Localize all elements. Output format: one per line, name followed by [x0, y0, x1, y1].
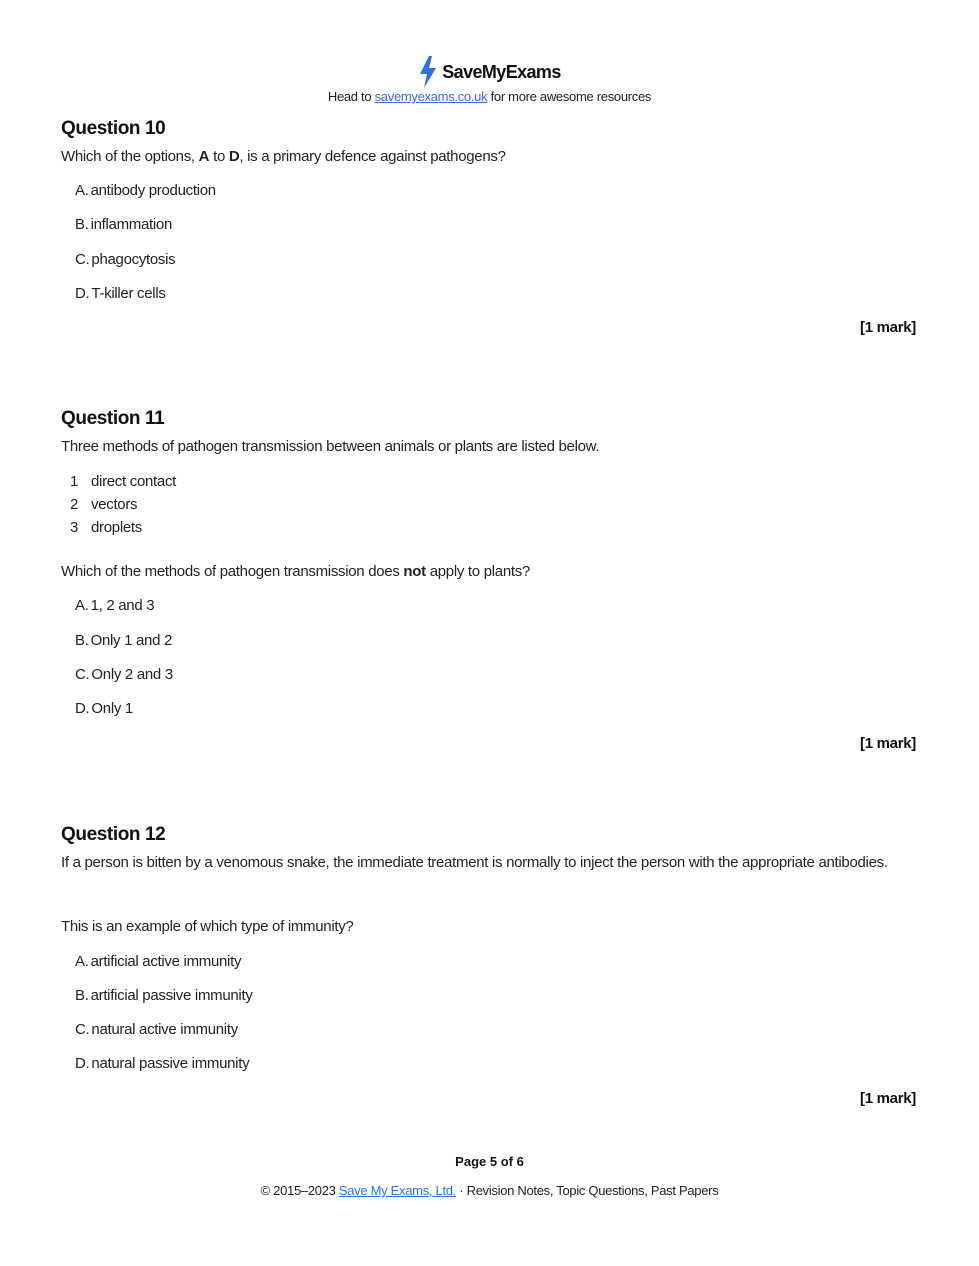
question-12-title: Question 12: [61, 824, 166, 845]
question-11-intro: Three methods of pathogen transmission between animals or plants are listed below.: [61, 438, 600, 455]
question-10-option-c[interactable]: C. phagocytosis: [75, 251, 176, 268]
question-10-option-a[interactable]: A. antibody production: [75, 182, 216, 199]
question-11-option-c[interactable]: C. Only 2 and 3: [75, 666, 173, 683]
list-item: 2 vectors: [70, 496, 138, 513]
question-12-option-a[interactable]: A. artificial active immunity: [75, 953, 242, 970]
list-item: 3 droplets: [70, 519, 142, 536]
header-logo: [0, 55, 979, 89]
question-10-title: Question 10: [61, 118, 166, 139]
lightning-bolt-icon: [418, 56, 438, 88]
question-12-mark: [1 mark]: [860, 1090, 916, 1107]
question-11-mark: [1 mark]: [860, 735, 916, 752]
question-11-option-a[interactable]: A. 1, 2 and 3: [75, 597, 155, 614]
save-my-exams-footer-link[interactable]: Save My Exams, Ltd.: [338, 1183, 456, 1198]
question-10-option-d[interactable]: D. T-killer cells: [75, 285, 166, 302]
question-11-option-b[interactable]: B. Only 1 and 2: [75, 632, 173, 649]
question-12-prompt: This is an example of which type of immunity?: [61, 918, 354, 935]
list-item: 1 direct contact: [70, 473, 177, 490]
question-11-prompt: Which of the methods of pathogen transmission does not apply to plants?: [61, 563, 530, 580]
question-12-option-d[interactable]: D. natural passive immunity: [75, 1055, 250, 1072]
question-11-title: Question 11: [61, 408, 165, 429]
question-10-prompt: Which of the options, A to D, is a primary defence against pathogens?: [61, 148, 506, 165]
question-12-option-b[interactable]: B. artificial passive immunity: [75, 987, 253, 1004]
question-12-intro: If a person is bitten by a venomous snake, the immediate treatment is normally to inject the person with the appropriate antibodies.: [61, 854, 888, 871]
header-resources-line: Head to savemyexams.co.uk for more awesome resources: [327, 89, 652, 104]
question-10-option-b[interactable]: B. inflammation: [75, 216, 173, 233]
footer-copyright: © 2015–2023 Save My Exams, Ltd. · Revision Notes, Topic Questions, Past Papers: [260, 1183, 719, 1198]
page-number: Page 5 of 6: [455, 1154, 524, 1169]
question-12-option-c[interactable]: C. natural active immunity: [75, 1021, 238, 1038]
savemyexams-link[interactable]: savemyexams.co.uk: [374, 89, 488, 104]
question-10-mark: [1 mark]: [860, 319, 916, 336]
logo-text: SaveMyExams: [442, 61, 561, 82]
question-11-option-d[interactable]: D. Only 1: [75, 700, 133, 717]
